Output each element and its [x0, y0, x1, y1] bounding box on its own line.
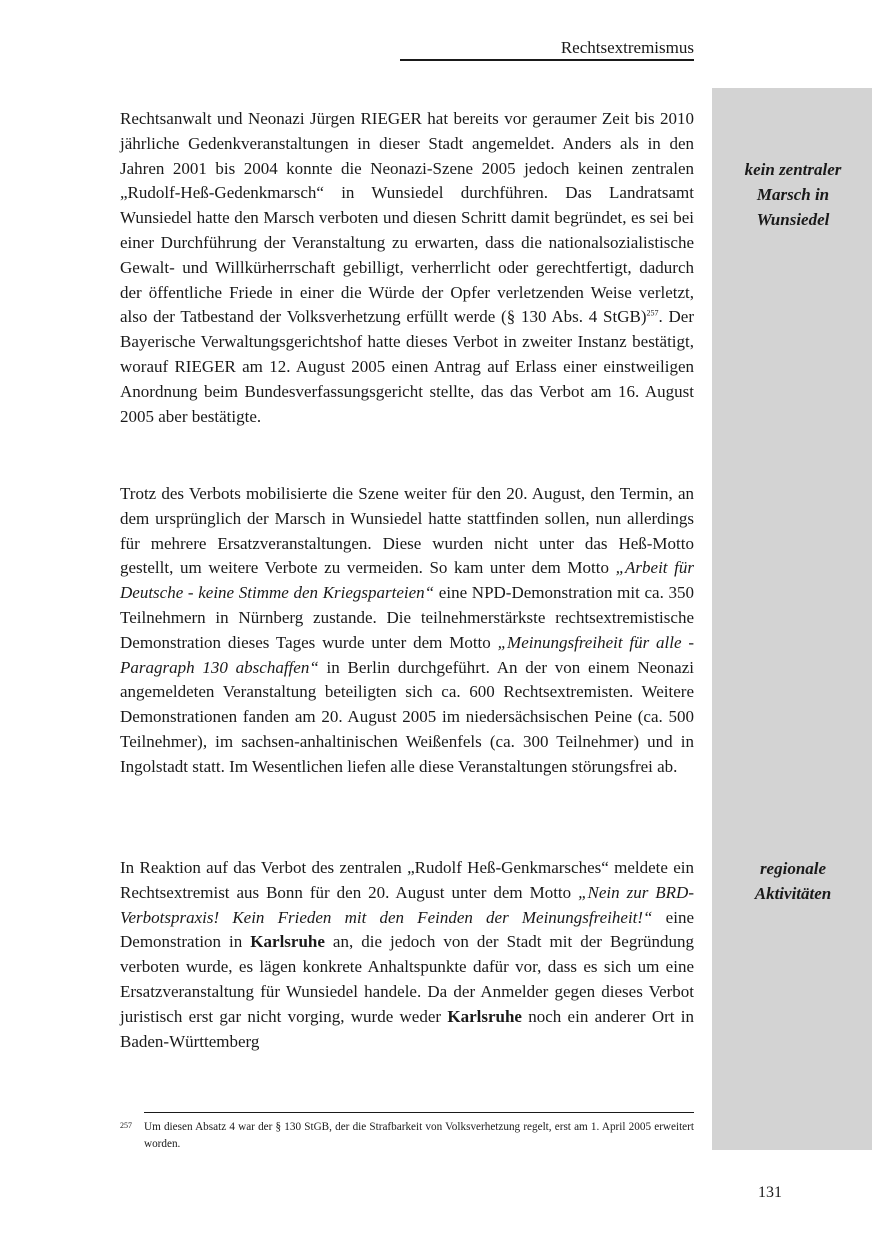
- paragraph-1: [120, 107, 694, 429]
- motto-quote: „Arbeit für Deutsche - keine Stimme den Kriegsparteien“: [120, 558, 694, 603]
- margin-band: [712, 88, 872, 1150]
- highlighted-city: Karlsruhe: [447, 1006, 522, 1026]
- footnote-number: 257: [120, 1121, 132, 1130]
- footnote-reference[interactable]: 257: [646, 308, 659, 318]
- paragraph-text: noch ein anderer Ort in Baden-Württemberg: [120, 1006, 694, 1051]
- margin-note-line: Marsch in: [756, 185, 830, 204]
- motto-quote: „Nein zur BRD-Verbotspraxis! Kein Frieden mit den Feinden der Meinungsfreiheit!“: [120, 882, 694, 927]
- paragraph-text: In Reaktion auf das Verbot des zentralen „Rudolf Heß-Genkmarsches“ meldete ein Rechtsextremist aus Bonn für den 20. August unter dem Motto: [120, 858, 694, 902]
- paragraph-2: [120, 482, 694, 780]
- paragraph-text: eine NPD-Demonstration mit ca. 350 Teilnehmern in Nürnberg zustande. Die teilnehmerstärkste rechtsextremistische Demonstration dieses Tages wurde unter dem Motto: [120, 583, 694, 652]
- footnote-rule: [144, 1112, 694, 1113]
- highlighted-city: Karlsruhe: [250, 932, 325, 952]
- margin-note-no-central-march: [718, 157, 868, 232]
- paragraph-text: Rechtsanwalt und Neonazi Jürgen RIEGER hat bereits vor geraumer Zeit bis 2010 jährliche Gedenkveranstaltungen in dieser Stadt angemeldet. Anders als in den Jahren 2001 bis 2004 konnte die Neonazi-Szene 2005 jedoch keinen zentralen „Rudolf-Heß-Gedenkmarsch“ in Wunsiedel durchführen. Das Landratsamt Wunsiedel hatte den Marsch verboten und diesen Schritt damit begründet, es sei bei einer Durchführung der Veranstaltung zu erwarten, dass die nationalsozialistische Gewalt- und Willkürherrschaft gebilligt, verherrlicht oder gerechtfertigt, dadurch der öffentliche Friede in einer die Würde der Opfer verletzenden Weise verletzt, also der Tatbestand der Volksverhetzung erfüllt werde (§ 130 Abs. 4 StGB): [120, 109, 694, 327]
- paragraph-text: Trotz des Verbots mobilisierte die Szene weiter für den 20. August, den Termin, an dem ursprünglich der Marsch in Wunsiedel hatte stattfinden sollen, nun allerdings für mehrere Ersatzveranstaltungen. Diese wurden nicht unter das Heß-Motto gestellt, um weitere Verbote zu vermeiden. So kam unter dem Motto: [120, 484, 694, 578]
- margin-note-line: Aktivitäten: [754, 884, 832, 903]
- running-head-rule: [400, 59, 694, 61]
- paragraph-text: eine Demonstration in: [120, 907, 694, 952]
- paragraph-text: an, die jedoch von der Stadt mit der Begründung verboten wurde, es lägen konkrete Anhaltspunkte dafür vor, dass es sich um eine Ersatzveranstaltung für Wunsiedel handele. Da der Anmelder gegen dieses Verbot juristisch erst gar nicht vorging, wurde weder: [120, 932, 694, 1026]
- margin-note-line: kein zentraler: [744, 160, 842, 179]
- footnote-text: Um diesen Absatz 4 war der § 130 StGB, der die Strafbarkeit von Volksverhetzung regelt, erst am 1. April 2005 erweitert worden.: [144, 1121, 694, 1150]
- paragraph-3: [120, 856, 694, 1054]
- page-number: 131: [758, 1184, 782, 1201]
- margin-note-line: regionale: [759, 859, 827, 878]
- paragraph-text: in Berlin durchgeführt. An der von einem Neonazi angemeldeten Veranstaltung beteiligten sich ca. 600 Rechtsextremisten. Weitere Demonstrationen fanden am 20. August 2005 im niedersächsischen Peine (ca. 500 Teilnehmer), im sachsen-anhaltinischen Weißenfels (ca. 300 Teilnehmer) und in Ingolstadt statt. Im Wesentlichen liefen alle diese Veranstaltungen störungsfrei ab.: [120, 657, 694, 776]
- margin-note-regional-activities: [718, 856, 868, 906]
- motto-quote: „Meinungsfreiheit für alle - Paragraph 130 abschaffen“: [120, 632, 694, 677]
- running-head: Rechtsextremismus: [560, 38, 694, 57]
- margin-note-line: Wunsiedel: [756, 210, 830, 229]
- paragraph-text: . Der Bayerische Verwaltungsgerichtshof hatte dieses Verbot in zweiter Instanz bestätigt, worauf RIEGER am 12. August 2005 einen Antrag auf Erlass einer einstweiligen Anordnung beim Bundesverfassungsgericht stellte, das das Verbot am 16. August 2005 aber bestätigte.: [120, 307, 694, 426]
